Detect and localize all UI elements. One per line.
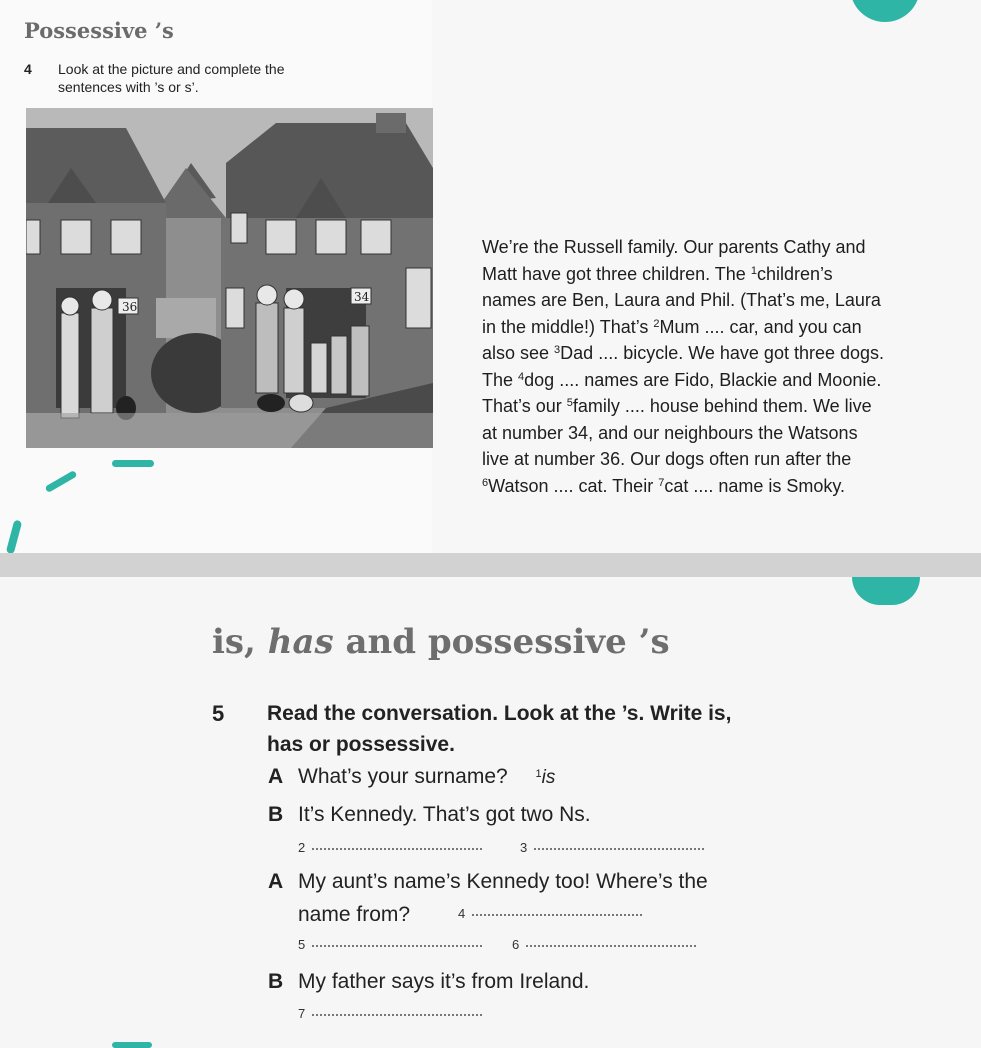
section-title: Possessive ’s bbox=[24, 18, 174, 43]
passage-line: names are Ben, Laura and Phil. (That’s me, Laura bbox=[482, 290, 881, 310]
passage-line: at number 34, and our neighbours the Watsons bbox=[482, 422, 858, 443]
instruction-line-1: Look at the picture and complete the bbox=[58, 61, 285, 77]
house-number-36: 36 bbox=[122, 300, 138, 314]
section-heading: is, has and possessive ’s bbox=[212, 622, 670, 662]
passage-line: in the middle!) That’s $^2$Mum .... car, and you can bbox=[482, 316, 862, 337]
answer-blank-4[interactable]: 4 bbox=[458, 906, 465, 921]
exercise-number: 5 bbox=[212, 701, 225, 726]
conversation-line: B It’s Kennedy. That’s got two Ns. bbox=[268, 803, 591, 826]
conversation-line: A My aunt’s name’s Kennedy too! Where’s the bbox=[268, 870, 708, 893]
passage-line: The $^4$dog .... names are Fido, Blackie and Moonie. bbox=[482, 369, 882, 390]
conversation-line: A What’s your surname? $^1$is bbox=[268, 765, 556, 788]
houses-family-illustration bbox=[26, 108, 433, 448]
answer-blank-2[interactable]: 2 bbox=[298, 840, 305, 855]
answer-blank-7[interactable]: 7 bbox=[298, 1006, 305, 1021]
reading-passage bbox=[482, 234, 952, 499]
answer-blank-3[interactable]: 3 bbox=[520, 840, 527, 855]
exercise-number: 4 bbox=[24, 61, 32, 77]
conversation-line: B My father says it’s from Ireland. bbox=[268, 970, 590, 993]
passage-line: $^6$Watson .... cat. Their $^7$cat .... name is Smoky. bbox=[482, 475, 846, 496]
passage-line: also see $^3$Dad .... bicycle. We have got three dogs. bbox=[482, 343, 885, 363]
conversation-line: name from? bbox=[298, 903, 411, 926]
passage-line: We’re the Russell family. Our parents Cathy and bbox=[482, 237, 866, 257]
exercise-4-instruction bbox=[24, 60, 284, 96]
answer-blank-5[interactable]: 5 bbox=[298, 937, 305, 952]
decorative-teal-circle bbox=[852, 577, 920, 605]
instruction-line-2: sentences with ’s or s’. bbox=[58, 79, 199, 95]
passage-line: Matt have got three children. The $^1$children’s bbox=[482, 263, 833, 284]
passage-line: That’s our $^5$family .... house behind them. We live bbox=[482, 396, 872, 416]
instruction-text: Read the conversation. Look at the ’s. Write is, has or possessive. bbox=[267, 702, 732, 756]
decorative-teal-dash bbox=[112, 460, 154, 467]
passage-line: live at number 36. Our dogs often run after the bbox=[482, 449, 852, 469]
decorative-teal-dash bbox=[112, 1042, 152, 1048]
page-divider bbox=[0, 553, 981, 577]
decorative-teal-circle bbox=[850, 0, 920, 22]
house-number-34: 34 bbox=[354, 290, 370, 304]
example-answer: is bbox=[541, 767, 556, 788]
answer-blank-6[interactable]: 6 bbox=[512, 937, 519, 952]
